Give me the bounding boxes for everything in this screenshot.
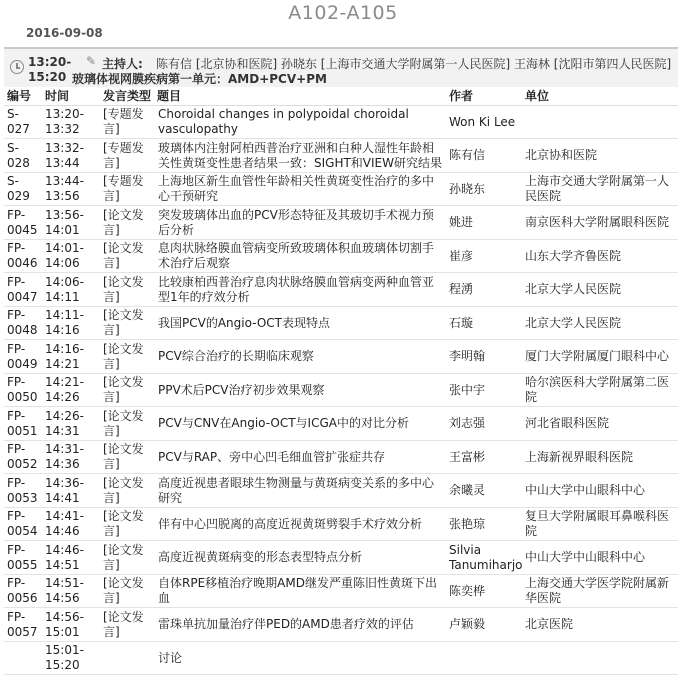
row-type: [论文发言] — [100, 206, 154, 240]
row-author: Silvia Tanumiharjo — [446, 541, 522, 575]
session-title: 玻璃体视网膜疾病第一单元：AMD+PCV+PM — [72, 72, 327, 86]
row-id: FP-0053 — [4, 474, 42, 508]
row-time: 13:32-13:44 — [42, 139, 100, 173]
row-type: [论文发言] — [100, 608, 154, 642]
session-time-end: 15:20 — [28, 70, 67, 84]
row-topic: PPV术后PCV治疗初步效果观察 — [154, 374, 446, 407]
row-time: 14:56-15:01 — [42, 608, 100, 642]
row-author: Won Ki Lee — [446, 106, 522, 139]
session-date: 2016-09-08 — [26, 26, 103, 40]
row-topic: Choroidal changes in polypoidal choroidal vasculopathy — [154, 106, 446, 139]
row-author: 余曦灵 — [446, 474, 522, 508]
row-topic: 息肉状脉络膜血管病变所致玻璃体积血玻璃体切割手术治疗后观察 — [154, 240, 446, 273]
row-id: FP-0050 — [4, 374, 42, 407]
row-unit: 南京医科大学附属眼科医院 — [522, 206, 678, 240]
row-author: 李明翰 — [446, 340, 522, 374]
row-topic: 突发玻璃体出血的PCV形态特征及其玻切手术视力预后分析 — [154, 206, 446, 240]
row-type: [专题发言] — [100, 106, 154, 139]
row-time: 14:26-14:31 — [42, 407, 100, 441]
row-type: [论文发言] — [100, 374, 154, 407]
row-type: [论文发言] — [100, 240, 154, 273]
row-topic: 高度近视患者眼球生物测量与黄斑病变关系的多中心研究 — [154, 474, 446, 508]
row-topic: 自体RPE移植治疗晚期AMD继发严重陈旧性黄斑下出血 — [154, 575, 446, 608]
row-type: [论文发言] — [100, 273, 154, 307]
row-id: FP-0046 — [4, 240, 42, 273]
row-id — [4, 642, 42, 675]
row-time: 13:56-14:01 — [42, 206, 100, 240]
row-unit: 上海市交通大学附属第一人民医院 — [522, 173, 678, 206]
row-id: FP-0052 — [4, 441, 42, 474]
clock-icon — [10, 60, 24, 74]
row-time: 14:01-14:06 — [42, 240, 100, 273]
row-time: 13:20-13:32 — [42, 106, 100, 139]
table-row — [4, 106, 678, 139]
row-topic: 我国PCV的Angio-OCT表现特点 — [154, 307, 446, 340]
row-author: 卢颖毅 — [446, 608, 522, 642]
table-row — [4, 340, 678, 374]
row-topic: 比较康柏西普治疗息肉状脉络膜血管病变两种血管亚型1年的疗效分析 — [154, 273, 446, 307]
row-type: [论文发言] — [100, 307, 154, 340]
row-id: FP-0057 — [4, 608, 42, 642]
header-time: 时间 — [42, 87, 100, 106]
row-unit: 上海交通大学医学院附属新华医院 — [522, 575, 678, 608]
row-type: [专题发言] — [100, 173, 154, 206]
table-row — [4, 407, 678, 441]
table-row — [4, 374, 678, 407]
row-topic: 上海地区新生血管性年龄相关性黄斑变性治疗的多中心干预研究 — [154, 173, 446, 206]
row-unit: 山东大学齐鲁医院 — [522, 240, 678, 273]
header-unit: 单位 — [522, 87, 678, 106]
row-type: [论文发言] — [100, 575, 154, 608]
row-topic: PCV与RAP、旁中心凹毛细血管扩张症共存 — [154, 441, 446, 474]
row-id: FP-0048 — [4, 307, 42, 340]
row-time: 14:11-14:16 — [42, 307, 100, 340]
row-unit: 中山大学中山眼科中心 — [522, 541, 678, 575]
header-id: 编号 — [4, 87, 42, 106]
row-type — [100, 642, 154, 675]
row-author: 石璇 — [446, 307, 522, 340]
row-time: 14:31-14:36 — [42, 441, 100, 474]
row-unit: 上海新视界眼科医院 — [522, 441, 678, 474]
pencil-icon: ✎ — [86, 54, 97, 68]
row-author: 崔彦 — [446, 240, 522, 273]
row-id: FP-0054 — [4, 508, 42, 541]
table-row — [4, 173, 678, 206]
row-author: 张中宇 — [446, 374, 522, 407]
table-header-row — [4, 87, 678, 106]
row-time: 15:01-15:20 — [42, 642, 100, 675]
row-id: FP-0056 — [4, 575, 42, 608]
row-time: 14:36-14:41 — [42, 474, 100, 508]
session-hosts: 陈有信 [北京协和医院] 孙晓东 [上海市交通大学附属第一人民医院] 王海林 [沈阳市第四人民医院] — [156, 57, 672, 71]
row-type: [论文发言] — [100, 340, 154, 374]
row-id: S-029 — [4, 173, 42, 206]
row-topic: PCV与CNV在Angio-OCT与ICGA中的对比分析 — [154, 407, 446, 441]
row-author: 姚进 — [446, 206, 522, 240]
row-type: [论文发言] — [100, 441, 154, 474]
row-id: S-028 — [4, 139, 42, 173]
row-topic: 伴有中心凹脱离的高度近视黄斑劈裂手术疗效分析 — [154, 508, 446, 541]
table-row — [4, 273, 678, 307]
row-unit: 哈尔滨医科大学附属第二医院 — [522, 374, 678, 407]
row-author: 程湧 — [446, 273, 522, 307]
row-topic: 玻璃体内注射阿柏西普治疗亚洲和白种人湿性年龄相关性黄斑变性患者结果一致：SIGHT和VIEW研究结果 — [154, 139, 446, 173]
row-unit: 厦门大学附属厦门眼科中心 — [522, 340, 678, 374]
session-header — [4, 47, 678, 87]
row-author: 陈有信 — [446, 139, 522, 173]
table-row — [4, 240, 678, 273]
table-row — [4, 206, 678, 240]
row-unit: 北京协和医院 — [522, 139, 678, 173]
row-unit: 北京大学人民医院 — [522, 307, 678, 340]
row-unit: 河北省眼科医院 — [522, 407, 678, 441]
schedule-table — [4, 87, 678, 675]
row-time: 14:46-14:51 — [42, 541, 100, 575]
row-topic: 雷珠单抗加量治疗伴PED的AMD患者疗效的评估 — [154, 608, 446, 642]
row-time: 14:06-14:11 — [42, 273, 100, 307]
table-row — [4, 508, 678, 541]
table-row — [4, 139, 678, 173]
row-type: [专题发言] — [100, 139, 154, 173]
host-label: 主持人: — [102, 57, 143, 71]
row-unit: 北京医院 — [522, 608, 678, 642]
row-type: [论文发言] — [100, 541, 154, 575]
room-title: A102-A105 — [288, 2, 398, 24]
row-author: 王富彬 — [446, 441, 522, 474]
session-time-start: 13:20- — [28, 55, 72, 69]
row-time: 14:21-14:26 — [42, 374, 100, 407]
table-row — [4, 642, 678, 675]
row-id: FP-0049 — [4, 340, 42, 374]
row-author: 刘志强 — [446, 407, 522, 441]
row-author: 孙晓东 — [446, 173, 522, 206]
row-id: FP-0047 — [4, 273, 42, 307]
row-time: 13:44-13:56 — [42, 173, 100, 206]
header-author: 作者 — [446, 87, 522, 106]
row-id: S-027 — [4, 106, 42, 139]
row-id: FP-0055 — [4, 541, 42, 575]
row-author: 张艳琼 — [446, 508, 522, 541]
row-time: 14:16-14:21 — [42, 340, 100, 374]
row-topic: PCV综合治疗的长期临床观察 — [154, 340, 446, 374]
row-type: [论文发言] — [100, 474, 154, 508]
row-unit: 中山大学中山眼科中心 — [522, 474, 678, 508]
table-row — [4, 541, 678, 575]
row-unit — [522, 106, 678, 139]
row-type: [论文发言] — [100, 508, 154, 541]
row-time: 14:51-14:56 — [42, 575, 100, 608]
row-time: 14:41-14:46 — [42, 508, 100, 541]
row-author — [446, 642, 522, 675]
row-id: FP-0051 — [4, 407, 42, 441]
header-type: 发言类型 — [100, 87, 154, 106]
table-row — [4, 441, 678, 474]
row-type: [论文发言] — [100, 407, 154, 441]
row-id: FP-0045 — [4, 206, 42, 240]
header-topic: 题目 — [154, 87, 446, 106]
table-row — [4, 575, 678, 608]
row-unit — [522, 642, 678, 675]
row-author: 陈奕桦 — [446, 575, 522, 608]
row-unit: 北京大学人民医院 — [522, 273, 678, 307]
row-topic: 讨论 — [154, 642, 446, 675]
table-row — [4, 608, 678, 642]
table-row — [4, 474, 678, 508]
table-row — [4, 307, 678, 340]
row-unit: 复旦大学附属眼耳鼻喉科医院 — [522, 508, 678, 541]
row-topic: 高度近视黄斑病变的形态表型特点分析 — [154, 541, 446, 575]
